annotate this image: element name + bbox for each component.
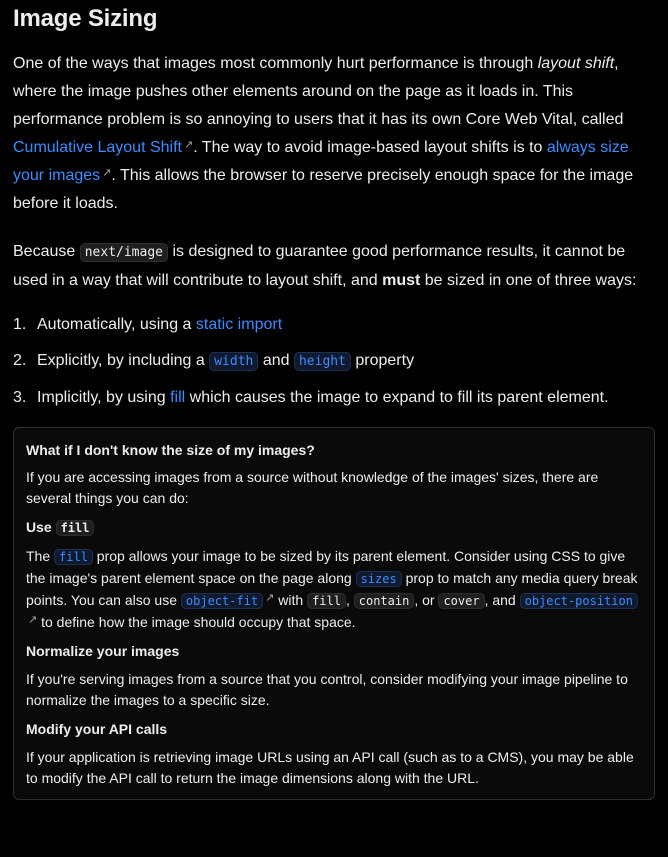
callout-box [13, 427, 655, 800]
intro-paragraph [13, 50, 655, 218]
next-image-paragraph [13, 238, 655, 295]
fill-heading-code: fill [56, 520, 95, 536]
fill-code: fill [54, 549, 93, 565]
fill-text: prop to match any media query break points. You can also use [26, 570, 638, 608]
external-link-icon: ↗ [265, 592, 275, 604]
fill-prop-link[interactable] [54, 548, 93, 564]
cls-link-label: Cumulative Layout Shift [13, 139, 182, 156]
width-prop-link[interactable] [209, 352, 258, 369]
callout-intro: If you are accessing images from a source without knowledge of the images' sizes, there are several things you can do: [26, 469, 599, 506]
use-fill-paragraph [26, 546, 642, 633]
width-code: width [209, 352, 258, 371]
fill-value-code: fill [307, 593, 346, 609]
fill-text: The [26, 548, 55, 564]
external-link-icon: ↗ [28, 614, 38, 626]
para1-text-1: One of the ways that images most commonly hurt performance is through [13, 55, 538, 72]
page-title: Image Sizing [13, 5, 158, 32]
list-item [13, 347, 655, 376]
height-code: height [294, 352, 351, 371]
para1-text-3: . The way to avoid image-based layout shifts is to [193, 139, 547, 156]
list-item-text: and [258, 352, 294, 369]
para1-text-2: , where the image pushes other elements around on the page as it loads in. This performance problem is so annoying to users that it has its own Core Web Vital, called [13, 55, 624, 128]
object-fit-code: object-fit [181, 593, 263, 609]
list-item-text: Implicitly, by using [37, 389, 171, 406]
fill-text: , or [414, 592, 439, 608]
list-number: 3. [13, 389, 27, 406]
contain-value-code: contain [354, 593, 415, 609]
fill-text: to define how the image should occupy that space. [37, 614, 356, 630]
static-import-link[interactable]: static import [195, 316, 283, 333]
list-number: 1. [13, 316, 27, 333]
list-item-text: which causes the image to expand to fill its parent element. [185, 389, 609, 406]
sizing-ways-list [13, 311, 655, 412]
callout-title: What if I don't know the size of my images? [26, 442, 315, 458]
list-item-text: property [350, 352, 415, 369]
object-position-code: object-position [520, 593, 638, 609]
para1-text-4: . This allows the browser to reserve precisely enough space for the image before it loads. [13, 167, 634, 212]
fill-link[interactable]: fill [170, 389, 186, 406]
cumulative-layout-shift-link[interactable] [13, 139, 193, 156]
para2-text-1: Because [13, 243, 80, 260]
list-item-text: Explicitly, by including a [37, 352, 210, 369]
para2-text-2: is designed to guarantee good performance results, it cannot be used in a way that will contribute to layout shift, and [13, 243, 626, 289]
list-item-text: Automatically, using a [37, 316, 196, 333]
size-images-link-label: always size your images [13, 139, 629, 184]
fill-text: , [345, 592, 354, 608]
use-fill-heading-text: Use [26, 519, 56, 535]
para1-emphasis: layout shift [537, 55, 615, 72]
object-fit-link[interactable] [181, 592, 274, 608]
list-number: 2. [13, 352, 27, 369]
fill-text: , and [484, 592, 520, 608]
normalize-heading: Normalize your images [26, 643, 180, 659]
next-image-code: next/image [80, 243, 168, 262]
height-prop-link[interactable] [294, 352, 351, 369]
cover-value-code: cover [438, 593, 484, 609]
fill-text: with [274, 592, 308, 608]
para2-text-3: be sized in one of three ways: [420, 272, 637, 289]
fill-text: prop allows your image to be sized by its parent element. Consider using CSS to give the image's parent element space on the page along [26, 548, 626, 586]
para2-strong: must [382, 272, 421, 289]
sizes-prop-link[interactable] [356, 570, 402, 586]
list-item [13, 384, 655, 412]
list-item [13, 311, 655, 339]
modify-api-heading: Modify your API calls [26, 721, 168, 737]
external-link-icon: ↗ [102, 167, 112, 179]
external-link-icon: ↗ [183, 139, 194, 151]
normalize-paragraph: If you're serving images from a source that you control, consider modifying your image pipeline to normalize the images to a specific size. [26, 671, 628, 708]
use-fill-heading [26, 517, 642, 538]
sizes-code: sizes [356, 571, 402, 587]
modify-api-paragraph: If your application is retrieving image URLs using an API call (such as to a CMS), you may be able to modify the API call to return the image dimensions along with the URL. [26, 749, 634, 786]
